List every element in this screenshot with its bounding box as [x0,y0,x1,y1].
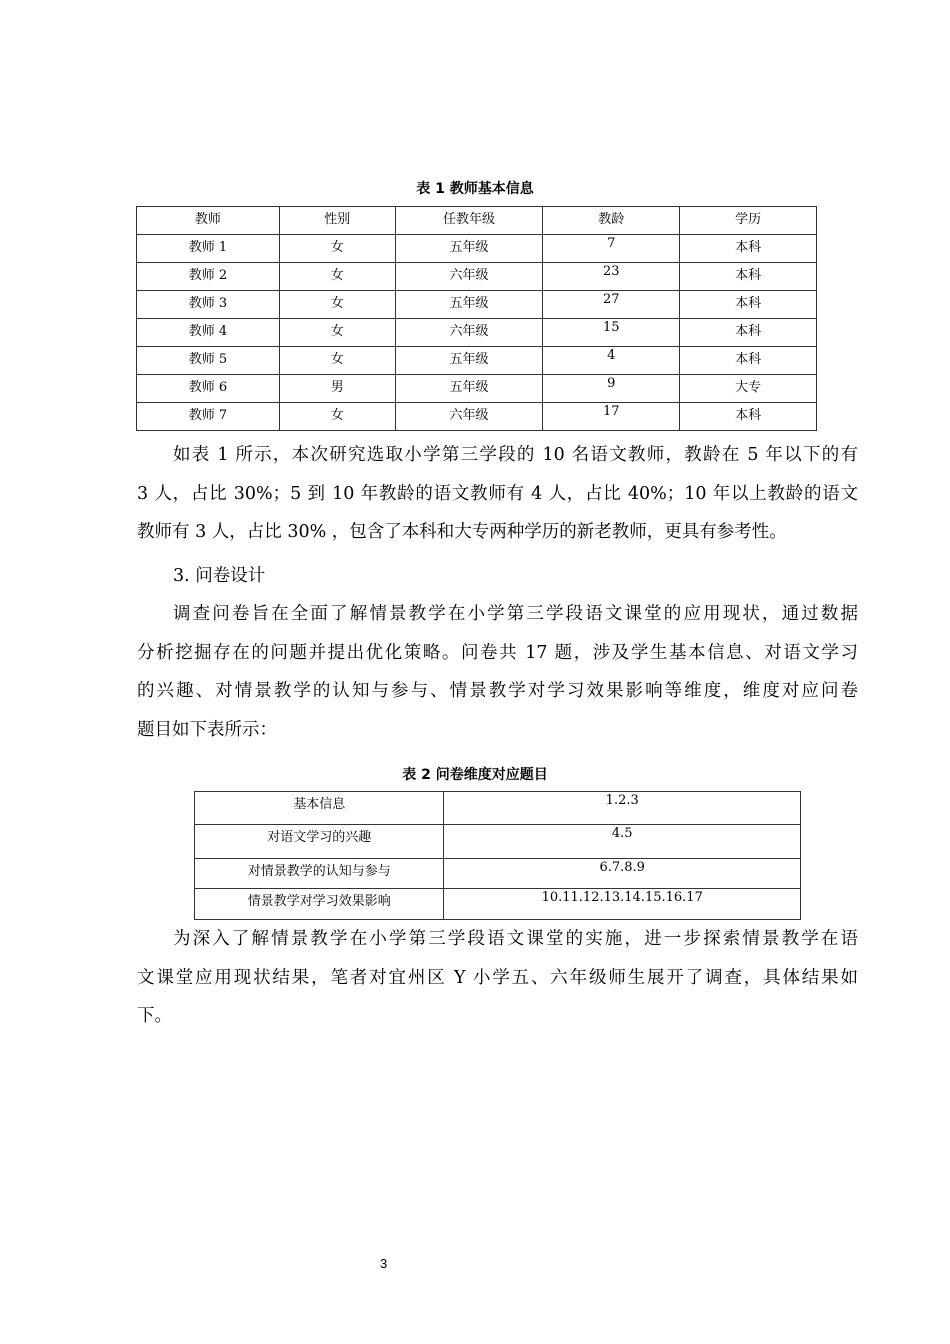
table-cell: 教师 6 [137,375,280,403]
paragraph-line: 为深入了解情景教学在小学第三学段语文课堂的实施，进一步探索情景教学在语 [173,929,858,949]
paragraph-line: 3 人，占比 30%；5 到 10 年教龄的语文教师有 4 人，占比 40%；10 年以上教龄的语文 [137,483,858,504]
table-cell: 4 [543,347,680,375]
table-cell: 本科 [680,291,817,319]
table-header-cell: 性别 [279,207,395,235]
table-cell: 本科 [680,235,817,263]
table-cell: 教师 3 [137,291,280,319]
table-header-cell: 教龄 [543,207,680,235]
table-cell: 女 [279,319,395,347]
paragraph-line: 文课堂应用现状结果，笔者对宜州区 Y 小学五、六年级师生展开了调查，具体结果如 [137,967,858,988]
paragraph-line: 题目如下表所示： [137,719,277,740]
table-cell: 大专 [680,375,817,403]
table-header-cell: 任教年级 [395,207,543,235]
table-row [137,347,817,375]
table-cell: 6.7.8.9 [444,859,801,889]
table-cell: 教师 1 [137,235,280,263]
table-cell: 五年级 [395,291,543,319]
table-row [137,235,817,263]
paragraph-line: 分析挖掘存在的问题并提出优化策略。问卷共 17 题，涉及学生基本信息、对语文学习 [137,642,858,663]
table-cell: 女 [279,291,395,319]
table-cell: 本科 [680,263,817,291]
table-row [137,263,817,291]
table-row [195,889,801,920]
table-cell: 对语文学习的兴趣 [195,825,444,859]
paragraph-line: 的兴趣、对情景教学的认知与参与、情景教学对学习效果影响等维度，维度对应问卷 [137,681,858,702]
paragraph-line: 教师有 3 人，占比 30% ，包含了本科和大专两种学历的新老教师，更具有参考性。 [137,522,787,543]
table-row [137,319,817,347]
table-cell: 1.2.3 [444,792,801,825]
table-cell: 女 [279,235,395,263]
table-cell: 教师 2 [137,263,280,291]
table2-caption: 表 2 问卷维度对应题目 [402,767,548,783]
page-number: 3 [380,1256,388,1271]
table1-caption: 表 1 教师基本信息 [416,181,534,197]
table-cell: 15 [543,319,680,347]
table-row [137,403,817,431]
table-cell: 女 [279,347,395,375]
table-cell: 本科 [680,319,817,347]
table-cell: 六年级 [395,319,543,347]
table-header-cell: 教师 [137,207,280,235]
table-cell: 对情景教学的认知与参与 [195,859,444,889]
table-cell: 情景教学对学习效果影响 [195,889,444,920]
table-cell: 17 [543,403,680,431]
table-cell: 10.11.12.13.14.15.16.17 [444,889,801,920]
table-cell: 六年级 [395,403,543,431]
table-row [195,825,801,859]
section-heading: 3. 问卷设计 [173,566,266,586]
table-cell: 23 [543,263,680,291]
paragraph-line: 如表 1 所示，本次研究选取小学第三学段的 10 名语文教师，教龄在 5 年以下的有 [173,445,858,465]
table-cell: 女 [279,263,395,291]
questionnaire-dimension-table [194,791,801,920]
paragraph-line: 下。 [137,1006,172,1027]
table-cell: 本科 [680,403,817,431]
table-cell: 7 [543,235,680,263]
table-cell: 男 [279,375,395,403]
table-cell: 教师 7 [137,403,280,431]
table-row [137,291,817,319]
table-cell: 教师 4 [137,319,280,347]
table-cell: 五年级 [395,375,543,403]
table-cell: 4.5 [444,825,801,859]
table-header-cell: 学历 [680,207,817,235]
table-cell: 六年级 [395,263,543,291]
table-row [195,792,801,825]
table-cell: 基本信息 [195,792,444,825]
table-cell: 五年级 [395,347,543,375]
table-cell: 本科 [680,347,817,375]
table-cell: 女 [279,403,395,431]
table-cell: 教师 5 [137,347,280,375]
table-header-row [137,207,817,235]
table-cell: 27 [543,291,680,319]
paragraph-line: 调查问卷旨在全面了解情景教学在小学第三学段语文课堂的应用现状，通过数据 [173,604,858,624]
table-row [137,375,817,403]
table-cell: 五年级 [395,235,543,263]
table-cell: 9 [543,375,680,403]
teacher-info-table [136,206,817,431]
table-row [195,859,801,889]
